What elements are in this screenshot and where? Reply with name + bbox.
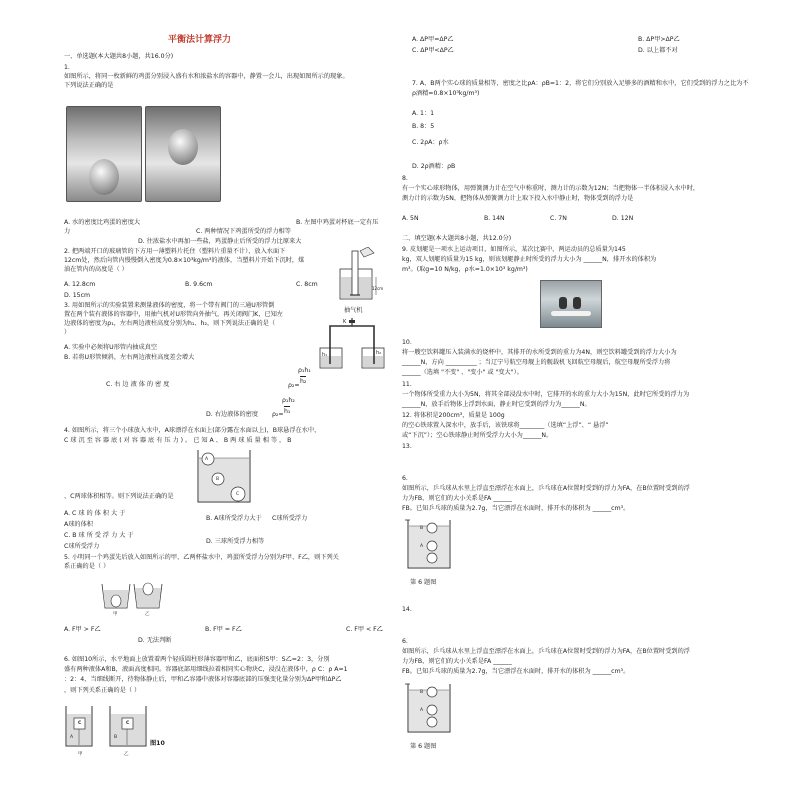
q8-option-a[interactable]: A. 5N	[402, 215, 419, 222]
q3-option-d[interactable]: D. 右边液体的密度	[206, 411, 259, 418]
q3-stem-line2: 置在两个装有液体的容器中，用抽气机对U形管向外抽气，再关闭阀门K，已知左	[64, 311, 283, 318]
q1-number: 1.	[64, 64, 70, 71]
q5-stem-line1: 5. 小明同一个鸡蛋先后放入如图所示的甲、乙两杯盐水中，鸡蛋所受浮力分别为F甲、F乙，则下列关	[64, 554, 339, 561]
q6-option-c[interactable]: C. ΔP甲<ΔP乙	[412, 47, 454, 54]
q9-stem-line1: 9. 皮划艇是一项水上运动项目，如图所示，某次比赛中，两运动员的总质量为145	[402, 246, 626, 253]
q5-stem-line2: 系正确的是（ ）	[64, 563, 110, 570]
section-heading-fill-blank: 二、填空题(本大题共8小题，共12.0分)	[402, 235, 512, 242]
q3-option-d-prefix: ρ₂=	[272, 411, 284, 418]
q6-container-jia-label: 甲	[78, 752, 83, 757]
q6a-stem-line1: 如图所示，乒乓球从水里上浮直至漂浮在水面上，乒乓球在A位置时受到的浮力为FA，在B位置时受到的浮	[402, 485, 690, 492]
q5-option-b[interactable]: B. F甲 = F乙	[205, 626, 242, 633]
q6b-stem-line1: 如图所示，乒乓球从水里上浮直至漂浮在水面上，乒乓球在A位置时受到的浮力为FA，在B位置时受到的浮	[402, 648, 690, 655]
q2-option-b[interactable]: B. 9.6cm	[185, 281, 213, 288]
q6-figure-two-containers	[64, 704, 148, 748]
q11-number: 11.	[402, 381, 412, 388]
q6-container-yi-label: 乙	[124, 752, 129, 757]
q2-option-d[interactable]: D. 15cm	[64, 292, 91, 299]
q3-option-a[interactable]: A. 实验中必须将U形管内抽成真空	[64, 344, 158, 351]
q5-cup-yi-label: 乙	[145, 612, 150, 617]
q4-ball-a-label: A	[205, 457, 209, 462]
q7-option-c[interactable]: C. 2ρA：ρ水	[412, 139, 449, 146]
q3-h1-label: h₁	[322, 352, 328, 358]
q9-stem-line2: kg，双人划艇的质量为15 kg，则该划艇静止时所受的浮力大小为 ______N，排开水的体积为	[402, 256, 657, 263]
q6-liquid-b-label: B	[114, 735, 118, 740]
q3-option-b[interactable]: B. 若将U形管倾斜，左右两边液柱高度差会增大	[64, 354, 195, 361]
q4-stem-line3: 、C两球体积相等。则下列说法正确的是	[64, 493, 174, 500]
q6-stem-line1: 6. 如图10所示，水平地面上放置着两个轻质圆柱形薄容器甲和乙，底面积S甲：S乙=2：3，分别	[64, 656, 330, 663]
q2-depth-label: 12cm	[372, 286, 384, 291]
q5-figure-two-cups	[100, 580, 164, 612]
q7-option-b[interactable]: B. 8：5	[412, 123, 435, 130]
q3-option-c-numerator: ρ₁h₁	[298, 367, 311, 374]
q8-option-b[interactable]: B. 14N	[484, 215, 505, 222]
q4-option-a[interactable]: A. C 球 的 体 积 大 于	[64, 510, 126, 517]
q8-option-d[interactable]: D. 12N	[612, 215, 634, 222]
q3-h2-label: h₂	[376, 350, 382, 356]
q1-egg-floating	[168, 129, 198, 165]
q3-option-c[interactable]: C. 右 边 液 体 的 密 度	[106, 381, 170, 388]
q1-stem-line2: 下列说法正确的是	[64, 82, 114, 89]
q3-option-c-prefix: ρ₂=	[288, 382, 300, 389]
q6-option-b[interactable]: B. ΔP甲>ΔP乙	[638, 36, 680, 43]
q6b-stem-line3: FB。已知乒乓球的质量为2.7g，当它漂浮在水面时，排开水的体积为 ______cm³。	[402, 668, 630, 675]
section-heading-single-choice: 一、单选题(本大题共8小题，共16.0分)	[64, 53, 174, 60]
q6-stem-line2: 盛有两种液体A和B，液面高度相同。容器底部用细线拉着相同实心物块C，浸没在液体中，ρ C：ρ A=1	[64, 666, 348, 673]
q7-option-a[interactable]: A. 1：1	[412, 110, 435, 117]
q6b-position-b-label: B	[420, 690, 424, 695]
q4-option-a-cont: A球的体积	[64, 521, 93, 528]
q6b-figure-caption: 第 6 题图	[410, 743, 437, 750]
q1-photo-water-beaker	[66, 106, 142, 202]
q3-stem-line1: 3. 用如图所示的实验装置来测量液体的密度，将一个带有阀门的三通U形管倒	[64, 302, 275, 309]
q4-ball-b-label: B	[216, 477, 220, 482]
q6a-stem-line3: FB。已知乒乓球的质量为2.7g，当它漂浮在水面时，排开水的体积为 ______cm³。	[402, 505, 630, 512]
q6a-figure-caption: 第 6 题图	[410, 579, 437, 586]
q3-valve-label: K	[343, 319, 347, 325]
q1-option-b-cont: 力	[64, 228, 71, 235]
q6-stem-line4: ，则下列关系正确的是（ ）	[64, 687, 141, 694]
q12-stem-line2: 的空心铁球置入深水中，放手后，该铁球将________（选填“上浮”、“ 悬浮”	[402, 422, 609, 429]
q6-block-c-right: C	[126, 721, 130, 726]
q6a-position-a-label: A	[420, 544, 424, 549]
q1-option-c[interactable]: C. 两种情况下鸡蛋所受的浮力相等	[196, 228, 291, 235]
q3-figure-u-tube	[318, 316, 390, 372]
q4-option-b-cont: C球所受浮力	[272, 515, 308, 522]
q10-stem-line2: ______N，方向 __________ ；当辽宁号航空母舰上的舰载机飞回航空母舰后，航空母舰所受浮力将	[402, 359, 671, 366]
q14-number: 14.	[402, 606, 412, 613]
q6b-number: 6.	[402, 638, 408, 645]
q1-photo-brine-beaker	[145, 106, 221, 202]
q1-option-d[interactable]: D. 往浓盐水中再加一些盐，鸡蛋静止后所受的浮力比原来大	[138, 238, 302, 245]
q11-stem-line2: ______N，放手后物体上浮到水面，静止时它受到的浮力为______N。	[402, 401, 591, 408]
q6-liquid-a-label: A	[70, 735, 74, 740]
q10-stem-line1: 将一艘空饮料罐压入装满水的烧杯中，其排开的水所受到的重力为4N，则空饮料罐受到的浮力大小为	[402, 349, 677, 356]
q6a-figure-beaker-pingpong	[404, 516, 456, 572]
q9-stem-line3: m³。(取g=10 N/kg，ρ水=1.0×10³ kg/m³)	[402, 266, 528, 273]
q12-stem-line3: 或“下沉”）；空心铁球静止时所受浮力大小为______N。	[402, 432, 553, 439]
q3-option-c-denominator: h₂	[300, 378, 307, 385]
q2-option-a[interactable]: A. 12.8cm	[64, 281, 96, 288]
q6a-number: 6.	[402, 475, 408, 482]
q2-stem-line2: 12cm处，然后向管内慢慢倒入密度为0.8×10³kg/m³的液体，当塑料片开始下沉时，煤	[64, 257, 305, 264]
q8-number: 8.	[402, 175, 408, 182]
q11-stem-line1: 一个物体所受重力大小为5N，将其全部浸没水中时，它排开的水的重力大小为15N，此时它所受的浮力为	[402, 391, 690, 398]
q8-option-c[interactable]: C. 7N	[550, 215, 567, 222]
q7-stem-line2: ρ酒精=0.8×10³kg/m³)	[412, 90, 480, 97]
page-title: 平衡法计算浮力	[168, 35, 232, 45]
q2-figure-tube-beaker	[334, 247, 384, 303]
q4-stem-line1: 4. 如图所示，将三个小球放入水中，A球漂浮在水面上(部分露在水面以上)，B球悬浮在水中，	[64, 427, 321, 434]
q6-option-d[interactable]: D. 以上都不对	[638, 47, 678, 54]
q6-stem-line3: ：2：4，当细线断开，待物体静止后，甲和乙容器中液体对容器底部的压强变化量分别为ΔP甲和ΔP乙	[64, 676, 342, 683]
q1-option-b[interactable]: B. 左图中鸡蛋对杯底一定有压	[296, 219, 379, 226]
q9-photo-kayak	[540, 280, 602, 328]
q5-option-a[interactable]: A. F甲 > F乙	[64, 626, 101, 633]
q7-stem-line1: 7. A、B两个实心球的质量相等，密度之比ρA：ρB=1：2，将它们分别放入足够多的酒精和水中，它们受到的浮力之比为不	[412, 80, 749, 87]
q4-stem-line2: C 球 沉 至 容 器 底 ( 对 容 器 底 有 压 力 ) 。 已 知 A 、 B 两 球 质 量 相 等 ， B	[64, 437, 292, 444]
q6-block-c-left: C	[78, 721, 82, 726]
q2-stem-line3: 油在管内的高度是（ ）	[64, 266, 128, 273]
q3-pump-label: 抽气机	[344, 307, 363, 314]
q5-option-d[interactable]: D. 无法判断	[138, 637, 172, 644]
q12-stem-line1: 12. 将体积是200cm³，质量是 100g	[402, 412, 505, 419]
q4-ball-c-label: C	[236, 492, 240, 497]
q6b-stem-line2: 力为FB，则它们的大小关系是FA ______	[402, 658, 512, 665]
q6-option-a[interactable]: A. ΔP甲=ΔP乙	[412, 36, 454, 43]
q2-stem-line1: 2. 把两端开口的玻璃管的下方用一薄塑料片托住（塑料片重量不计），放入水面下	[64, 248, 286, 255]
q3-stem-line4: ）	[64, 329, 71, 336]
q1-option-a[interactable]: A. 水的密度比鸡蛋的密度大	[64, 219, 141, 226]
q1-stem-line1: 如图所示，将同一枚新鲜的鸡蛋分别浸入盛有水和浓盐水的容器中，静置一会儿，出现如图所示的现象。	[64, 73, 349, 80]
q6a-position-b-label: B	[420, 526, 424, 531]
q3-option-d-numerator: ρ₁h₂	[282, 397, 295, 404]
q6b-figure-beaker-pingpong	[404, 680, 456, 736]
q3-stem-line3: 边液体的密度为ρ₁，左右两边液柱高度分别为h₁、h₂，则下列说法正确的是（	[64, 320, 276, 327]
q7-option-d[interactable]: D. 2ρ酒精：ρB	[412, 163, 456, 170]
q3-option-d-denominator: h₁	[284, 408, 291, 415]
q4-option-c[interactable]: C. B 球 所 受 浮 力 大 于	[64, 532, 134, 539]
q4-option-d[interactable]: D. 三球所受浮力相等	[206, 538, 265, 545]
q8-stem-line1: 有一个实心球形物体，用弹簧测力计在空气中称重时，测力计的示数为12N；当把物体一半体积浸入水中时，	[402, 185, 700, 192]
q4-option-c-cont: C球所受浮力	[64, 543, 100, 550]
q6b-position-a-label: A	[420, 708, 424, 713]
q10-number: 10.	[402, 339, 412, 346]
q10-stem-line3: ______（选填 "不变" 、"变小" 或 "变大"）。	[402, 369, 523, 376]
q5-cup-jia-label: 甲	[113, 612, 118, 617]
q6-figure-caption: 图10	[150, 740, 165, 747]
q5-option-c[interactable]: C. F甲 < F乙	[346, 626, 383, 633]
q8-stem-line2: 测力计的示数为5N，把物体从弹簧测力计上取下投入水中静止时，物体受到的浮力是	[402, 195, 634, 202]
q13-number: 13.	[402, 443, 412, 450]
q1-egg-sunk	[89, 159, 119, 195]
q2-option-c[interactable]: C. 8cm	[296, 281, 318, 288]
q6a-stem-line2: 力为FB，则它们的大小关系是FA ______	[402, 495, 512, 502]
q4-option-b[interactable]: B. A球所受浮力大于	[206, 515, 262, 522]
